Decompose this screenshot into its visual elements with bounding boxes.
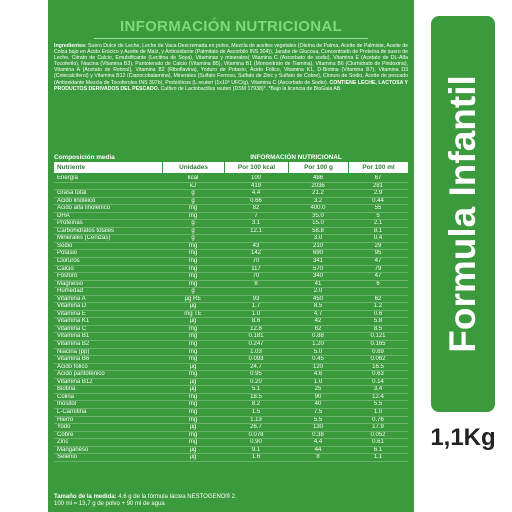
cell-per-100ml: 12.4 xyxy=(372,393,384,400)
cell-per-100ml: 3.4 xyxy=(373,386,383,393)
cell-per-100kcal: 1.6 xyxy=(251,454,261,461)
table-row xyxy=(54,190,408,198)
cell-units: mg xyxy=(188,416,198,423)
cell-units: mg xyxy=(188,431,198,438)
cell-per-100kcal: 93 xyxy=(252,295,260,302)
cell-per-100ml: 17.9 xyxy=(372,424,384,431)
cell-per-100g: 5.0 xyxy=(313,348,323,355)
cell-units: g xyxy=(191,197,195,204)
table-row xyxy=(54,288,408,296)
cell-per-100kcal: 0.95 xyxy=(250,371,262,378)
cell-per-100g: 2036 xyxy=(311,182,325,189)
cell-units: g xyxy=(191,227,195,234)
cell-per-100g: 40 xyxy=(314,401,322,408)
table-row xyxy=(54,281,408,289)
cell-per-100ml: 29 xyxy=(374,242,382,249)
cell-per-100kcal: 8.6 xyxy=(251,318,261,325)
cell-nutrient: Ácido linoleico xyxy=(57,197,96,204)
culture-text: Cultivo de Lactobacillus reuteri (DSM 17938)*. *Bajo la licencia de BioGaia AB. xyxy=(159,85,342,92)
cell-per-100ml: 0.63 xyxy=(372,371,384,378)
table-row xyxy=(54,371,408,379)
cell-nutrient: Inositol xyxy=(57,401,77,408)
cell-nutrient: Yodo xyxy=(57,424,71,431)
cell-per-100kcal: 1.5 xyxy=(251,408,261,415)
footnote-text: 4.6 g de la fórmula láctea NESTOGENO® 2. xyxy=(116,494,237,500)
cell-per-100kcal: 12.8 xyxy=(250,325,262,332)
cell-per-100kcal: 1.0 xyxy=(251,310,261,317)
cell-units: mg xyxy=(188,356,198,363)
table-row xyxy=(54,409,408,417)
cell-units: mg TE xyxy=(184,310,202,317)
table-row xyxy=(54,243,408,251)
cell-per-100ml: 62 xyxy=(374,295,382,302)
table-row xyxy=(54,213,408,221)
table-row xyxy=(54,386,408,394)
cell-per-100kcal: 1.13 xyxy=(250,416,262,423)
nutrition-table-body xyxy=(54,175,408,462)
cell-nutrient: Zinc xyxy=(57,439,69,446)
table-row xyxy=(54,250,408,258)
cell-per-100ml: 8.1 xyxy=(373,227,383,234)
cell-nutrient: Vitamina A xyxy=(57,295,86,302)
table-row xyxy=(54,417,408,425)
cell-nutrient: Vitamina B1 xyxy=(57,333,90,340)
cell-per-100ml: 5 xyxy=(376,212,380,219)
cell-units: mg xyxy=(188,258,198,265)
cell-units: µg xyxy=(189,318,197,325)
table-row xyxy=(54,318,408,326)
cell-per-100kcal xyxy=(224,288,288,295)
table-title: INFORMACIÓN NUTRICIONAL xyxy=(250,153,342,161)
cell-nutrient: Vitamina C xyxy=(57,325,87,332)
table-row xyxy=(54,424,408,432)
cell-per-100ml: 281 xyxy=(372,182,383,189)
cell-units: mg xyxy=(188,265,198,272)
cell-per-100kcal: 0.247 xyxy=(248,341,264,348)
table-row xyxy=(54,258,408,266)
cell-per-100ml: 79 xyxy=(374,265,382,272)
cell-units: mg xyxy=(188,393,198,400)
cell-per-100kcal: 0.90 xyxy=(250,439,262,446)
cell-nutrient: Vitamina K1 xyxy=(57,318,90,325)
cell-per-100g: 44 xyxy=(314,446,322,453)
cell-per-100ml: 16.5 xyxy=(372,363,384,370)
header-nutrient: Nutriente xyxy=(57,164,86,171)
table-row xyxy=(54,439,408,447)
composition-label: Composición media xyxy=(54,153,115,161)
cell-per-100ml: 2.1 xyxy=(373,220,383,227)
cell-nutrient: Fósforo xyxy=(57,273,78,280)
cell-per-100ml: 47 xyxy=(374,258,382,265)
cell-nutrient: Ácido pantoténico xyxy=(57,371,105,378)
cell-nutrient: Ácido fólico xyxy=(57,363,88,370)
cell-per-100kcal: 12.1 xyxy=(250,227,262,234)
cell-per-100ml: 67 xyxy=(374,175,382,181)
table-row xyxy=(54,228,408,236)
cell-nutrient: Vitamina B6 xyxy=(57,356,90,363)
cell-units: mg xyxy=(188,333,198,340)
table-row xyxy=(54,205,408,213)
cell-per-100kcal: 70 xyxy=(252,273,260,280)
cell-nutrient: Vitamina E xyxy=(57,310,86,317)
cell-per-100g: 62 xyxy=(314,325,322,332)
cell-per-100g: 400.0 xyxy=(310,205,326,212)
cell-units: µg xyxy=(189,424,197,431)
cell-nutrient: Grasa total xyxy=(57,190,87,197)
cell-nutrient: Cobre xyxy=(57,431,74,438)
cell-per-100kcal: 18.5 xyxy=(250,393,262,400)
cell-nutrient: Magnesio xyxy=(57,280,84,287)
table-row xyxy=(54,198,408,206)
cell-per-100ml: 1.2 xyxy=(373,303,383,310)
cell-per-100kcal: 8 xyxy=(254,280,258,287)
cell-nutrient: Ácido alfa linolénico xyxy=(57,205,111,212)
cell-per-100g: 0.45 xyxy=(312,356,324,363)
cell-nutrient: DHA xyxy=(57,212,70,219)
cell-per-100g: 450 xyxy=(312,295,323,302)
table-row xyxy=(54,349,408,357)
cell-per-100kcal: 9.1 xyxy=(251,446,261,453)
cell-units: mg xyxy=(188,408,198,415)
cell-units: mg xyxy=(188,439,198,446)
cell-per-100g: 5.5 xyxy=(313,416,323,423)
table-row xyxy=(54,326,408,334)
cell-units: mg xyxy=(188,371,198,378)
cell-units: g xyxy=(191,220,195,227)
cell-per-100g: 2.0 xyxy=(313,288,323,295)
header-per-100kcal: Por 100 kcal xyxy=(224,162,288,173)
cell-per-100kcal: 70 xyxy=(252,258,260,265)
cell-per-100kcal: 4.4 xyxy=(251,190,261,197)
cell-per-100kcal: 3.1 xyxy=(251,220,261,227)
cell-per-100ml: 0.14 xyxy=(372,378,384,385)
cell-nutrient: Biotina xyxy=(57,386,76,393)
header-units: Unidades xyxy=(162,162,224,173)
cell-per-100g: 21.2 xyxy=(312,190,324,197)
table-row xyxy=(54,432,408,440)
cell-units: mg xyxy=(188,212,198,219)
table-row xyxy=(54,296,408,304)
cell-per-100kcal: 7 xyxy=(254,212,258,219)
cell-units: mg xyxy=(188,280,198,287)
cell-per-100kcal: 24.7 xyxy=(250,363,262,370)
cell-per-100g: 690 xyxy=(312,250,323,257)
cell-units: mg xyxy=(188,205,198,212)
cell-per-100g: 15.0 xyxy=(312,220,324,227)
cell-per-100g: 3.2 xyxy=(313,197,323,204)
cell-units: mg xyxy=(188,341,198,348)
cell-nutrient: Selenio xyxy=(57,454,78,461)
cell-per-100ml: 1.0 xyxy=(373,408,383,415)
cell-per-100ml: 55 xyxy=(374,205,382,212)
table-row xyxy=(54,341,408,349)
side-panel xyxy=(414,0,512,512)
cell-units: g xyxy=(191,235,195,242)
cell-per-100kcal: 0.20 xyxy=(250,378,262,385)
cell-units: µg xyxy=(189,386,197,393)
table-row xyxy=(54,235,408,243)
table-header xyxy=(54,162,408,173)
cell-units: µg xyxy=(189,454,197,461)
cell-per-100g: 42 xyxy=(314,318,322,325)
cell-nutrient: L-Carnitina xyxy=(57,408,87,415)
cell-per-100kcal xyxy=(224,235,288,242)
cell-units: mg xyxy=(188,348,198,355)
cell-per-100ml: 5.8 xyxy=(373,318,383,325)
cell-per-100g: 486 xyxy=(312,175,323,181)
product-type-label: Formula Infantil xyxy=(442,75,483,353)
composition-row xyxy=(54,152,408,162)
cell-per-100ml: 0.062 xyxy=(370,356,386,363)
cell-per-100ml xyxy=(348,288,408,295)
cell-units: mg xyxy=(188,325,198,332)
cell-nutrient: Humedad xyxy=(57,288,84,295)
cell-per-100ml: 0.6 xyxy=(373,310,383,317)
cell-nutrient: Manganeso xyxy=(57,446,89,453)
footnote-label: Tamaño de la medida: xyxy=(54,494,117,500)
table-row xyxy=(54,273,408,281)
cell-nutrient: Proteínas xyxy=(57,220,83,227)
cell-per-100ml: 6 xyxy=(376,280,380,287)
table-row xyxy=(54,266,408,274)
cell-per-100g: 25 xyxy=(314,386,322,393)
table-row xyxy=(54,333,408,341)
cell-units: µg RE xyxy=(184,295,202,302)
cell-per-100g: 570 xyxy=(312,265,323,272)
cell-per-100kcal: 1.03 xyxy=(250,348,262,355)
cell-per-100kcal: 43 xyxy=(252,242,260,249)
cell-units: g xyxy=(191,190,195,197)
cell-per-100g: 58.8 xyxy=(312,227,324,234)
cell-per-100ml: 2.9 xyxy=(373,190,383,197)
cell-per-100g: 1.20 xyxy=(312,341,324,348)
cell-per-100g: 35.0 xyxy=(312,212,324,219)
cell-per-100kcal: 100 xyxy=(250,175,261,181)
cell-per-100ml: 0.61 xyxy=(372,439,384,446)
cell-per-100kcal: 419 xyxy=(250,182,261,189)
cell-per-100ml: 95 xyxy=(374,250,382,257)
cell-per-100g: 341 xyxy=(312,258,323,265)
header-per-100g: Por 100 g xyxy=(288,162,348,173)
cell-per-100ml: 1.1 xyxy=(373,454,383,461)
cell-per-100g: 130 xyxy=(312,424,323,431)
table-row xyxy=(54,220,408,228)
cell-per-100ml: 5.5 xyxy=(373,401,383,408)
cell-nutrient: Sodio xyxy=(57,242,73,249)
cell-per-100g: 8 xyxy=(316,454,320,461)
cell-per-100ml: 0.44 xyxy=(372,197,384,204)
cell-per-100kcal: 0.66 xyxy=(250,197,262,204)
table-row xyxy=(54,379,408,387)
allergen-warning: CONTIENE LECHE, LACTOSA Y PRODUCTOS DERIVADOS DEL PESCADO. xyxy=(54,79,408,92)
cell-per-100kcal: 0.078 xyxy=(248,431,264,438)
cell-per-100g: 4.4 xyxy=(313,439,323,446)
cell-per-100ml: 0.4 xyxy=(373,235,383,242)
cell-per-100kcal: 0.093 xyxy=(248,356,264,363)
cell-nutrient: Niacina (pp) xyxy=(57,348,90,355)
table-row xyxy=(54,183,408,191)
footnote-line2: 100 ml = 13,7 g de polvo + 90 ml de agua xyxy=(54,501,165,507)
cell-per-100ml: 47 xyxy=(374,273,382,280)
nutrition-panel xyxy=(48,0,414,512)
ingredients-label: Ingredientes: xyxy=(54,43,87,49)
ingredients-text: Suero Dulce de Leche, Leche de Vaca Descremada en polvo, Mezcla de aceites vegetales (Oleína de Palma, Aceite de Palmiste, Aceite de Colza bajo en Ácido Erúcico y Aceite de Maíz, y Antioxidante (Palmitato de Ascorbilo INS 304)), Jarabe de Glucosa, Concentrado de Proteína de suero de Leche, Citrato de Calcio, Emulsificante (Lecitina de Soya), Vitaminas y minerales( Vitamina C (Ascorbato de sodio), Vitamina E (Acetato de DL-Alfa Tocoferilo), Niacina (Vitamina B3), Pantotenato de Calcio (Vitamina B5), Vitamina B1 (Mononitrato de Tiamina), Vitamina B6 (Clorhidrato de Piridoxina), Vitamina A (Acetato de Retinol), Vitamina B2 (Riboflavina), Yoduro de Potasio, Ácido Fólico, Vitamina K1, D-Biotina (Vitamina B7), Vitamina D3 (Colecalciferol) y Vitamina B12 (Cianocobalamina), Minerales (Sulfato Ferroso, Sulfato de Zinc y Sulfato de Cobre), Cloruro de Sodio, Aceite de pescado (Antioxidante Mezcla de Tocoferoles INS 307b), Probióticos (L.reuteri (1x10⁶ UFC/g), Vitamina C (Ascorbato de Sodio). xyxy=(54,43,408,86)
cell-per-100ml: 0.69 xyxy=(372,348,384,355)
cell-per-100ml: 0.76 xyxy=(372,416,384,423)
cell-nutrient: Energía xyxy=(57,175,79,181)
cell-nutrient: Colina xyxy=(57,393,75,400)
cell-nutrient: Potasio xyxy=(57,250,78,257)
table-row xyxy=(54,364,408,372)
table-row xyxy=(54,356,408,364)
product-type-badge xyxy=(431,16,495,412)
cell-units: µg xyxy=(189,303,197,310)
table-row xyxy=(54,447,408,455)
cell-per-100ml: 6.1 xyxy=(373,446,383,453)
cell-per-100g: 41 xyxy=(314,280,322,287)
cell-per-100g: 0.38 xyxy=(312,431,324,438)
cell-per-100g: 120 xyxy=(312,363,323,370)
title-divider xyxy=(94,38,368,39)
cell-per-100kcal: 26.7 xyxy=(250,424,262,431)
cell-units: mg xyxy=(188,273,198,280)
cell-units: kJ xyxy=(190,182,196,189)
cell-per-100g: 3.0 xyxy=(313,235,323,242)
nutrition-title: INFORMACIÓN NUTRICIONAL xyxy=(120,18,342,35)
table-row xyxy=(54,175,408,183)
cell-nutrient: Cloruros xyxy=(57,258,80,265)
cell-nutrient: Calcio xyxy=(57,265,74,272)
cell-per-100g: 90 xyxy=(314,393,322,400)
cell-per-100kcal: 5.1 xyxy=(251,386,261,393)
cell-per-100kcal: 117 xyxy=(251,265,261,272)
cell-nutrient: Vitamina B2 xyxy=(57,341,90,348)
cell-per-100ml: 0.052 xyxy=(370,431,386,438)
cell-per-100g: 7.5 xyxy=(313,408,323,415)
table-row xyxy=(54,394,408,402)
cell-per-100g: 210 xyxy=(312,242,323,249)
table-row xyxy=(54,311,408,319)
serving-footnote xyxy=(54,494,408,508)
cell-units: mg xyxy=(188,401,198,408)
cell-per-100kcal: 8.2 xyxy=(251,401,261,408)
cell-per-100kcal: 142 xyxy=(250,250,261,257)
cell-nutrient: Carbohidratos totales xyxy=(57,227,115,234)
cell-units: µg xyxy=(189,378,197,385)
cell-nutrient: Vitamina D xyxy=(57,303,87,310)
cell-per-100g: 4.6 xyxy=(313,371,323,378)
cell-per-100g: 1.0 xyxy=(313,378,323,385)
cell-units: kcal xyxy=(187,175,199,181)
cell-per-100g: 8.5 xyxy=(313,303,323,310)
cell-per-100ml: 0.165 xyxy=(370,341,386,348)
table-row xyxy=(54,303,408,311)
cell-units: g xyxy=(191,288,195,295)
cell-per-100ml: 8.5 xyxy=(373,325,383,332)
cell-nutrient xyxy=(54,183,162,190)
cell-per-100kcal: 1.7 xyxy=(251,303,261,310)
net-weight: 1,1Kg xyxy=(430,424,496,451)
cell-units: mg xyxy=(188,250,198,257)
ingredients-block xyxy=(54,43,408,150)
cell-per-100kcal: 0.181 xyxy=(248,333,264,340)
table-row xyxy=(54,401,408,409)
cell-units: µg xyxy=(189,446,197,453)
header-per-100ml: Por 100 ml xyxy=(348,162,408,173)
table-row xyxy=(54,454,408,462)
cell-nutrient: Vitamina B12 xyxy=(57,378,93,385)
cell-units: µg xyxy=(189,363,197,370)
cell-units: mg xyxy=(188,242,198,249)
cell-per-100g: 340 xyxy=(312,273,323,280)
cell-per-100ml: 0.121 xyxy=(370,333,386,340)
cell-per-100g: 4.7 xyxy=(313,310,323,317)
cell-per-100kcal: 82 xyxy=(252,205,260,212)
cell-nutrient: Minerales (Cenizas) xyxy=(57,235,111,242)
cell-per-100g: 0.88 xyxy=(312,333,324,340)
cell-nutrient: Hierro xyxy=(57,416,74,423)
